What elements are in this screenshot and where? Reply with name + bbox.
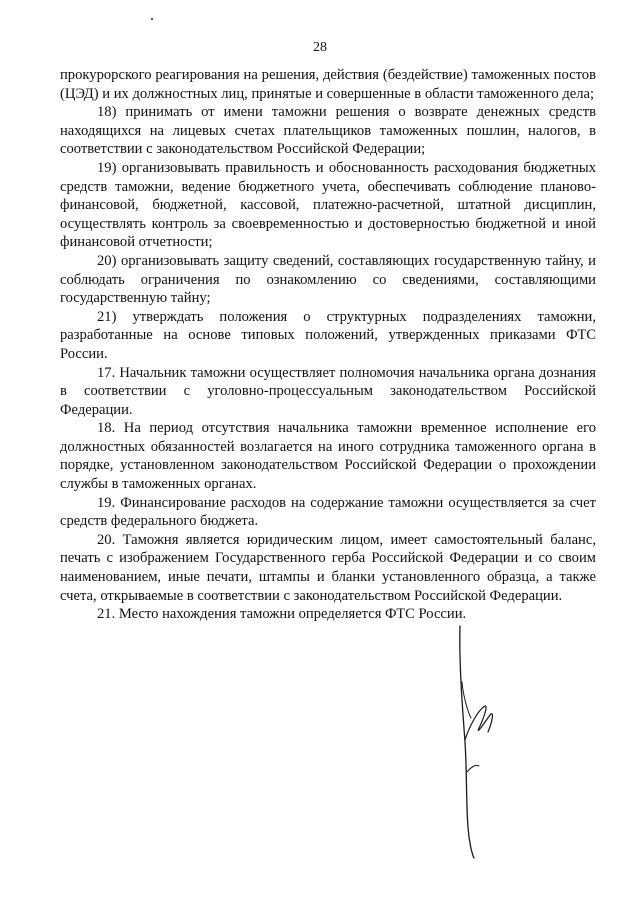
paragraph-clause-18: 18. На период отсутствия начальника таможни временное исполнение его должностных обязанностей возлагается на иного сотрудника таможенного органа в порядке, установленном законодательством Российской Федерации о прохождении службы в таможенных органах. [60, 420, 596, 493]
paragraph-clause-20: 20. Таможня является юридическим лицом, имеет самостоятельный баланс, печать с изображением Государственного герба Российской Федерации и со своим наименованием, иные печати, штампы и бланки установленного образца, а также счета, открываемые в соответствии с законодательством Российской Федерации. [60, 531, 596, 604]
paragraph-item-21: 21) утверждать положения о структурных подразделениях таможни, разработанные на основе типовых положений, утвержденных приказами ФТС России. [60, 308, 596, 362]
paragraph-continuation: прокурорского реагирования на решения, действия (бездействие) таможенных постов (ЦЭД) и их должностных лиц, принятые и совершенные в области таможенного дела; [60, 67, 596, 102]
paragraph-item-20: 20) организовывать защиту сведений, составляющих государственную тайну, и соблюдать ограничения по ознакомлению со сведениями, составляющими государственную тайну; [60, 252, 596, 307]
page-number: 28 [313, 40, 327, 55]
paragraph-clause-19: 19. Финансирование расходов на содержание таможни осуществляется за счет средств федерального бюджета. [60, 494, 596, 530]
document-body [60, 66, 596, 624]
scan-speck [151, 18, 153, 20]
handwritten-signature-icon [438, 622, 518, 862]
paragraph-item-19: 19) организовывать правильность и обоснованность расходования бюджетных средств таможни, ведение бюджетного учета, обеспечивать соблюдение планово-финансовой, бюджетной, кассовой, платежно-расчетной, штатной дисциплин, осуществлять контроль за своевременностью и достоверностью бюджетной и иной финансовой отчетности; [60, 159, 596, 251]
paragraph-item-18: 18) принимать от имени таможни решения о возврате денежных средств находящихся на лицевых счетах плательщиков таможенных пошлин, налогов, в соответствии с законодательством Российской Федерации; [60, 104, 596, 158]
paragraph-clause-17: 17. Начальник таможни осуществляет полномочия начальника органа дознания в соответствии с уголовно-процессуальным законодательством Российской Федерации. [60, 364, 596, 418]
paragraph-clause-21: 21. Место нахождения таможни определяется ФТС России. [97, 606, 467, 623]
